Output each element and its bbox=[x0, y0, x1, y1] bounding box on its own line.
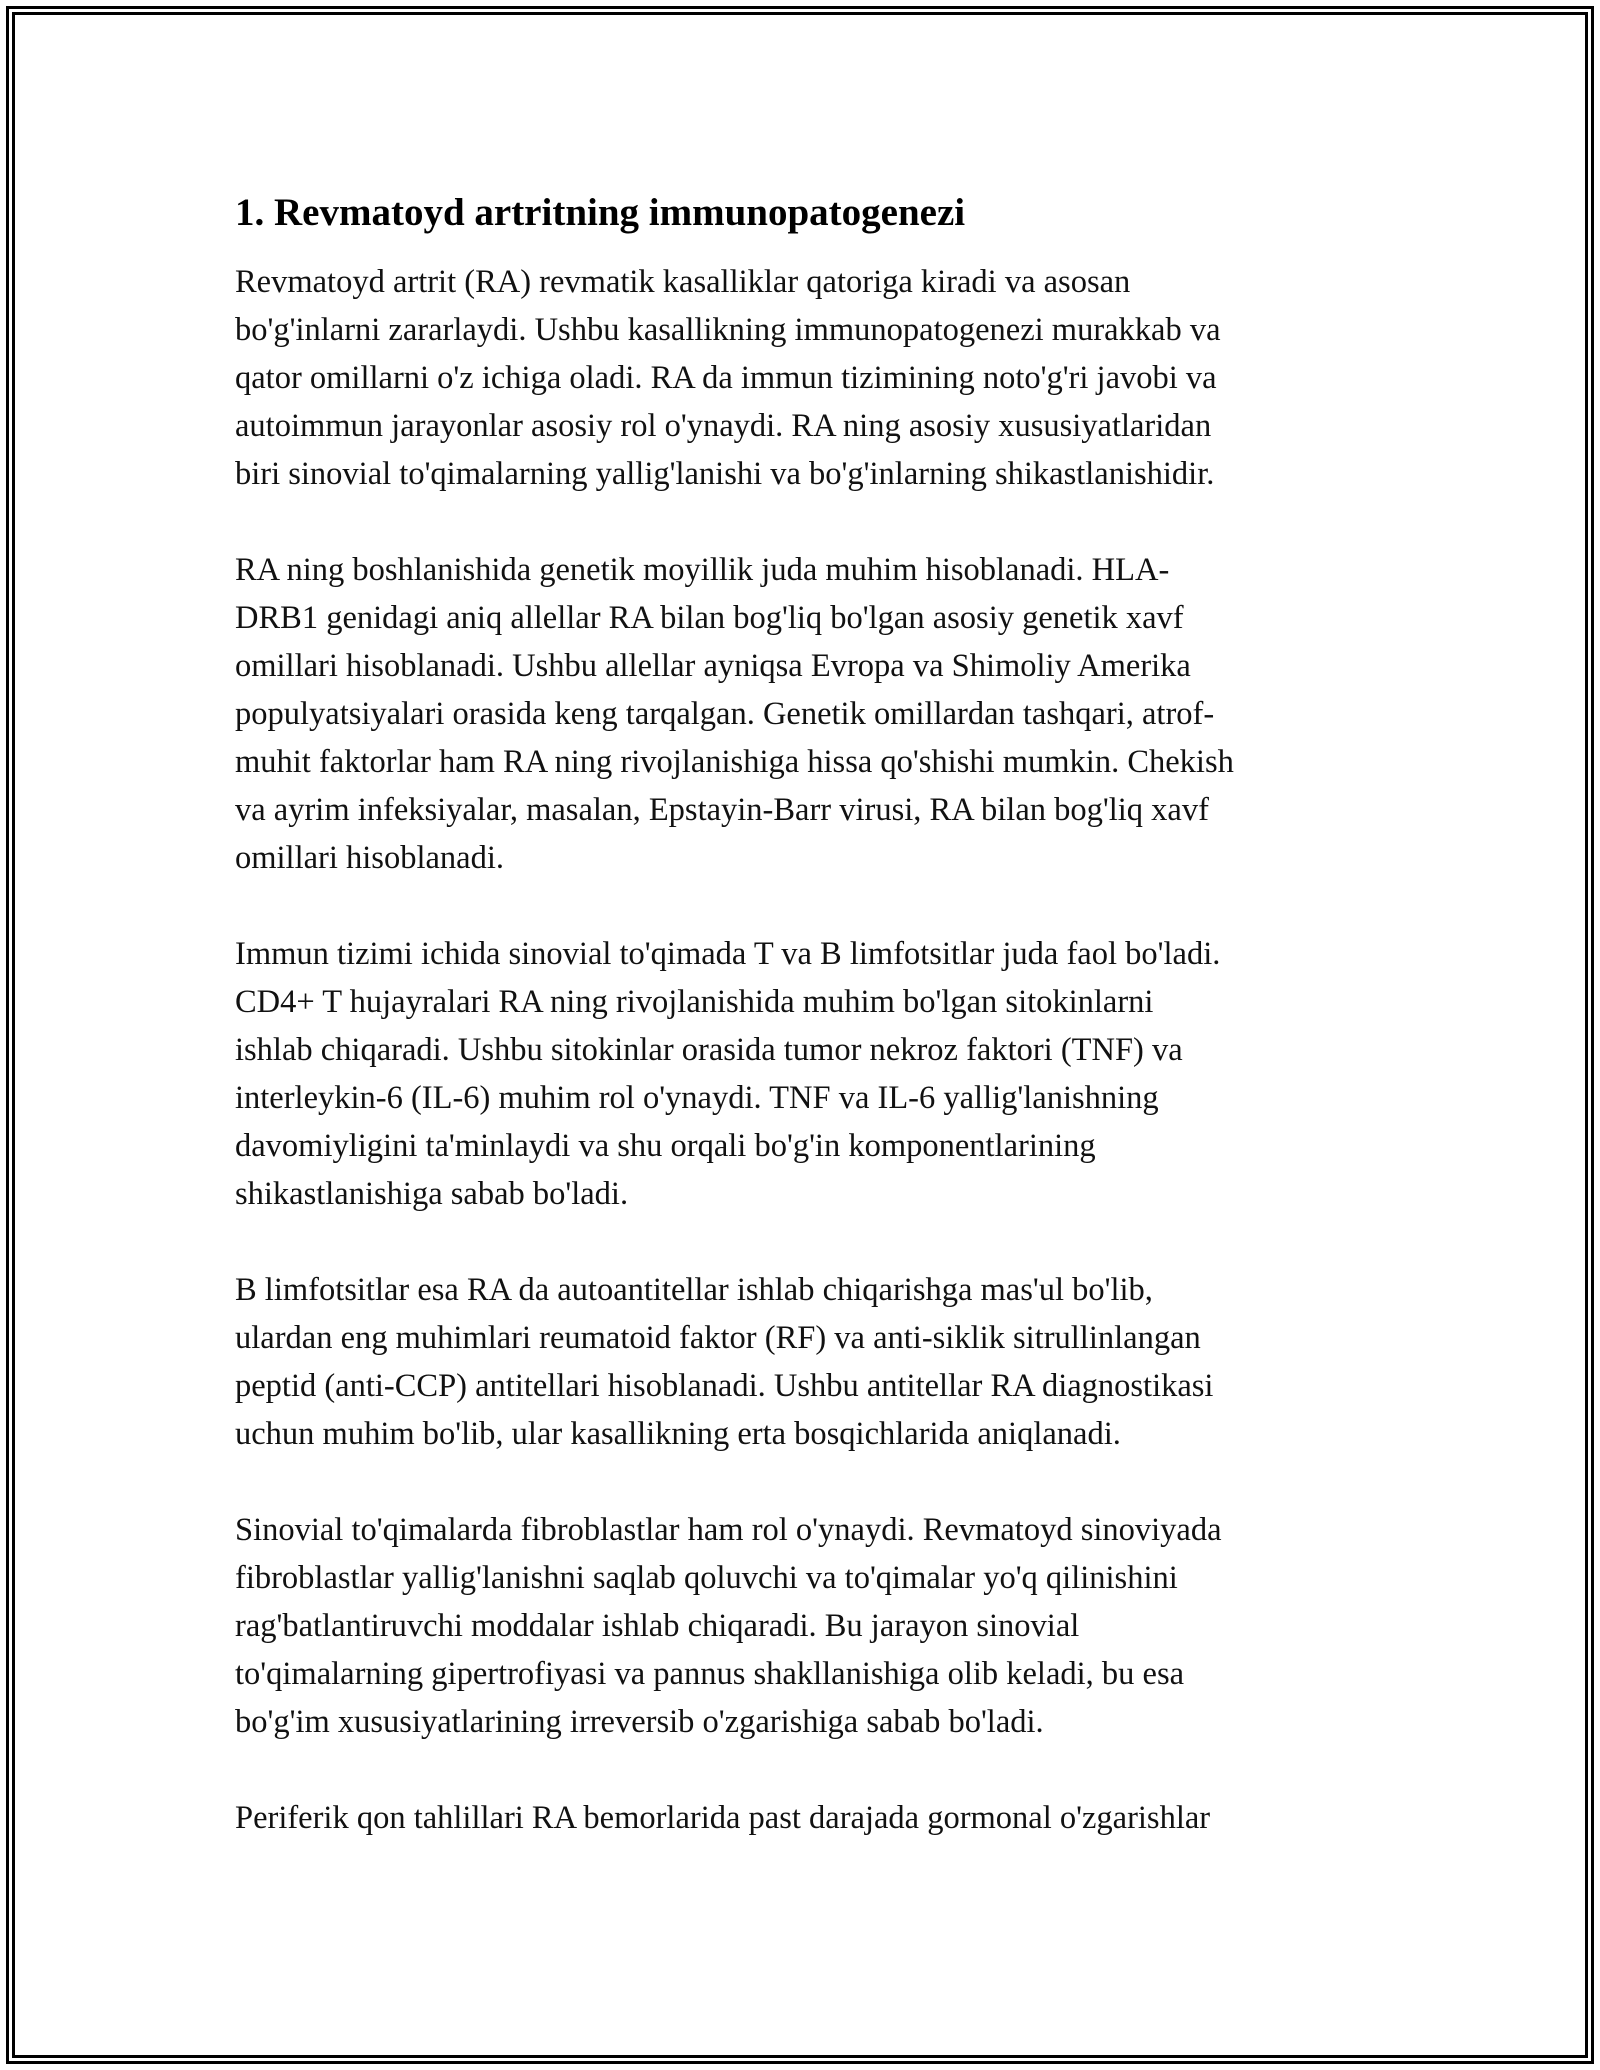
text-line: Sinovial to'qimalarda fibroblastlar ham rol o'ynaydi. Revmatoyd sinoviyada bbox=[235, 1512, 1222, 1548]
paragraph-2 bbox=[235, 546, 1375, 882]
text-line: CD4+ T hujayralari RA ning rivojlanishida muhim bo'lgan sitokinlarni bbox=[235, 984, 1154, 1020]
paragraph-3 bbox=[235, 930, 1375, 1218]
paragraph-1 bbox=[235, 258, 1375, 498]
text-line: omillari hisoblanadi. bbox=[235, 840, 504, 876]
text-line: bo'g'im xususiyatlarining irreversib o'zgarishiga sabab bo'ladi. bbox=[235, 1704, 1044, 1740]
paragraph-4 bbox=[235, 1266, 1375, 1458]
text-line: DRB1 genidagi aniq allellar RA bilan bog'liq bo'lgan asosiy genetik xavf bbox=[235, 600, 1184, 636]
text-line: fibroblastlar yallig'lanishni saqlab qoluvchi va to'qimalar yo'q qilinishini bbox=[235, 1560, 1178, 1596]
text-line: bo'g'inlarni zararlaydi. Ushbu kasallikning immunopatogenezi murakkab va bbox=[235, 312, 1221, 348]
text-line: B limfotsitlar esa RA da autoantitellar ishlab chiqarishga mas'ul bo'lib, bbox=[235, 1272, 1153, 1308]
text-line: Periferik qon tahlillari RA bemorlarida past darajada gormonal o'zgarishlar bbox=[235, 1800, 1211, 1836]
text-line: biri sinovial to'qimalarning yallig'lanishi va bo'g'inlarning shikastlanishidir. bbox=[235, 456, 1215, 492]
text-line: autoimmun jarayonlar asosiy rol o'ynaydi. RA ning asosiy xususiyatlaridan bbox=[235, 408, 1212, 444]
text-line: populyatsiyalari orasida keng tarqalgan. Genetik omillardan tashqari, atrof- bbox=[235, 696, 1215, 732]
text-line: muhit faktorlar ham RA ning rivojlanishiga hissa qo'shishi mumkin. Chekish bbox=[235, 744, 1234, 780]
text-line: Immun tizimi ichida sinovial to'qimada T va B limfotsitlar juda faol bo'ladi. bbox=[235, 936, 1221, 972]
text-line: ishlab chiqaradi. Ushbu sitokinlar orasida tumor nekroz faktori (TNF) va bbox=[235, 1032, 1183, 1068]
text-line: davomiyligini ta'minlaydi va shu orqali bo'g'in komponentlarining bbox=[235, 1128, 1096, 1164]
text-line: omillari hisoblanadi. Ushbu allellar ayniqsa Evropa va Shimoliy Amerika bbox=[235, 648, 1191, 684]
text-line: RA ning boshlanishida genetik moyillik juda muhim hisoblanadi. HLA- bbox=[235, 552, 1170, 588]
text-line: qator omillarni o'z ichiga oladi. RA da immun tizimining noto'g'ri javobi va bbox=[235, 360, 1217, 396]
document-body bbox=[235, 188, 1375, 1890]
text-line: uchun muhim bo'lib, ular kasallikning erta bosqichlarida aniqlanadi. bbox=[235, 1416, 1121, 1452]
text-line: peptid (anti-CCP) antitellari hisoblanadi. Ushbu antitellar RA diagnostikasi bbox=[235, 1368, 1214, 1404]
text-line: va ayrim infeksiyalar, masalan, Epstayin-Barr virusi, RA bilan bog'liq xavf bbox=[235, 792, 1209, 828]
paragraph-5 bbox=[235, 1506, 1375, 1746]
text-line: rag'batlantiruvchi moddalar ishlab chiqaradi. Bu jarayon sinovial bbox=[235, 1608, 1080, 1644]
text-line: interleykin-6 (IL-6) muhim rol o'ynaydi. TNF va IL-6 yallig'lanishning bbox=[235, 1080, 1159, 1116]
text-line: to'qimalarning gipertrofiyasi va pannus shakllanishiga olib keladi, bu esa bbox=[235, 1656, 1185, 1692]
section-heading: 1. Revmatoyd artritning immunopatogenezi bbox=[235, 191, 966, 234]
text-line: shikastlanishiga sabab bo'ladi. bbox=[235, 1176, 629, 1212]
paragraph-6 bbox=[235, 1794, 1375, 1842]
text-line: ulardan eng muhimlari reumatoid faktor (RF) va anti-siklik sitrullinlangan bbox=[235, 1320, 1201, 1356]
text-line: Revmatoyd artrit (RA) revmatik kasalliklar qatoriga kiradi va asosan bbox=[235, 264, 1131, 300]
